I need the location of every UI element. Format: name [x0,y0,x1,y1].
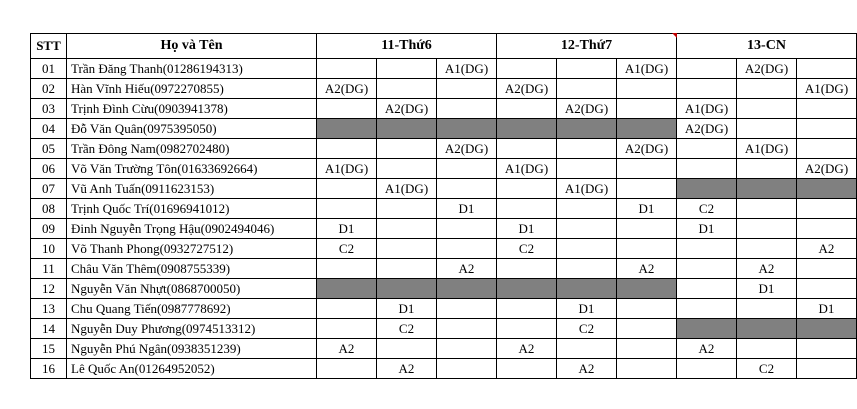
cell-stt[interactable]: 16 [31,359,67,379]
cell-shift[interactable] [797,199,857,219]
cell-shift[interactable]: A1(DG) [317,159,377,179]
cell-shift[interactable] [617,119,677,139]
cell-shift[interactable] [377,259,437,279]
cell-shift[interactable]: A1(DG) [377,179,437,199]
cell-shift[interactable] [437,279,497,299]
header-stt[interactable]: STT [31,34,67,59]
cell-shift[interactable]: A2(DG) [317,79,377,99]
table-row [31,159,857,179]
cell-shift[interactable] [557,119,617,139]
cell-stt[interactable]: 07 [31,179,67,199]
cell-shift[interactable] [317,359,377,379]
cell-shift[interactable]: A2 [677,339,737,359]
cell-shift[interactable] [497,199,557,219]
cell-shift[interactable] [737,119,797,139]
cell-stt[interactable]: 02 [31,79,67,99]
cell-shift[interactable] [677,159,737,179]
cell-shift[interactable] [437,339,497,359]
cell-shift[interactable] [497,179,557,199]
cell-shift[interactable] [437,299,497,319]
cell-shift[interactable] [377,199,437,219]
cell-shift[interactable]: D1 [377,299,437,319]
cell-name[interactable]: Lê Quốc An(01264952052) [67,359,317,379]
cell-shift[interactable]: A1(DG) [677,99,737,119]
cell-shift[interactable] [557,239,617,259]
cell-name[interactable]: Đỗ Văn Quân(0975395050) [67,119,317,139]
cell-shift[interactable] [557,199,617,219]
cell-shift[interactable] [737,79,797,99]
cell-shift[interactable] [737,199,797,219]
cell-shift[interactable]: A1(DG) [497,159,557,179]
table-row [31,239,857,259]
cell-shift[interactable] [617,239,677,259]
cell-stt[interactable]: 10 [31,239,67,259]
cell-shift[interactable] [797,259,857,279]
cell-shift[interactable] [497,259,557,279]
cell-shift[interactable] [557,79,617,99]
header-row [31,34,857,59]
cell-name[interactable]: Hàn Vĩnh Hiếu(0972270855) [67,79,317,99]
cell-shift[interactable] [377,339,437,359]
table-row [31,59,857,79]
table-row [31,259,857,279]
cell-shift[interactable] [437,319,497,339]
schedule-table [30,33,857,379]
cell-shift[interactable] [797,99,857,119]
cell-shift[interactable] [797,179,857,199]
cell-shift[interactable] [557,339,617,359]
table-row [31,279,857,299]
table-row [31,359,857,379]
cell-shift[interactable]: D1 [677,219,737,239]
cell-shift[interactable] [617,219,677,239]
cell-shift[interactable] [737,219,797,239]
cell-shift[interactable] [437,79,497,99]
cell-shift[interactable]: D1 [737,279,797,299]
cell-shift[interactable] [617,179,677,199]
cell-shift[interactable] [317,299,377,319]
cell-shift[interactable]: A1(DG) [797,79,857,99]
cell-name[interactable]: Nguyễn Duy Phương(0974513312) [67,319,317,339]
cell-shift[interactable] [437,119,497,139]
cell-shift[interactable]: D1 [497,219,557,239]
cell-shift[interactable] [317,259,377,279]
cell-shift[interactable] [317,119,377,139]
cell-shift[interactable] [617,159,677,179]
table-row [31,299,857,319]
cell-shift[interactable]: A1(DG) [617,59,677,79]
cell-name[interactable]: Trần Đăng Thanh(01286194313) [67,59,317,79]
cell-stt[interactable]: 04 [31,119,67,139]
cell-shift[interactable] [497,59,557,79]
cell-name[interactable]: Võ Thanh Phong(0932727512) [67,239,317,259]
cell-shift[interactable]: A2(DG) [557,99,617,119]
cell-shift[interactable]: A2 [737,259,797,279]
cell-shift[interactable] [737,159,797,179]
table-row [31,339,857,359]
cell-shift[interactable] [677,259,737,279]
cell-name[interactable]: Trần Đông Nam(0982702480) [67,139,317,159]
cell-shift[interactable] [737,339,797,359]
cell-shift[interactable] [317,139,377,159]
cell-name[interactable]: Vũ Anh Tuấn(0911623153) [67,179,317,199]
cell-shift[interactable] [677,359,737,379]
cell-shift[interactable] [497,139,557,159]
cell-shift[interactable] [377,79,437,99]
cell-name[interactable]: Châu Văn Thêm(0908755339) [67,259,317,279]
cell-shift[interactable] [557,59,617,79]
cell-shift[interactable] [737,319,797,339]
cell-shift[interactable] [737,99,797,119]
cell-shift[interactable] [797,279,857,299]
cell-shift[interactable] [557,259,617,279]
table-body [31,59,857,379]
cell-shift[interactable] [497,299,557,319]
cell-name[interactable]: Trịnh Đình Cừu(0903941378) [67,99,317,119]
cell-name[interactable]: Đinh Nguyễn Trọng Hậu(0902494046) [67,219,317,239]
header-day-3[interactable]: 13-CN [677,34,857,59]
cell-shift[interactable] [617,359,677,379]
cell-shift[interactable]: A1(DG) [437,59,497,79]
cell-shift[interactable]: D1 [437,199,497,219]
cell-shift[interactable]: C2 [737,359,797,379]
cell-shift[interactable]: A2 [437,259,497,279]
cell-shift[interactable] [617,319,677,339]
cell-shift[interactable]: A2(DG) [377,99,437,119]
cell-name[interactable]: Trịnh Quốc Trí(01696941012) [67,199,317,219]
cell-shift[interactable] [377,59,437,79]
cell-shift[interactable] [497,99,557,119]
cell-shift[interactable] [557,159,617,179]
cell-name[interactable]: Võ Văn Trường Tôn(01633692664) [67,159,317,179]
cell-shift[interactable] [677,319,737,339]
cell-stt[interactable]: 13 [31,299,67,319]
cell-shift[interactable] [437,219,497,239]
cell-stt[interactable]: 08 [31,199,67,219]
cell-shift[interactable]: A2 [617,259,677,279]
cell-shift[interactable] [377,159,437,179]
cell-stt[interactable]: 05 [31,139,67,159]
cell-shift[interactable] [437,99,497,119]
cell-stt[interactable]: 03 [31,99,67,119]
cell-shift[interactable]: A1(DG) [737,139,797,159]
table-row [31,199,857,219]
cell-shift[interactable] [737,239,797,259]
cell-name[interactable]: Chu Quang Tiến(0987778692) [67,299,317,319]
cell-shift[interactable]: D1 [797,299,857,319]
cell-shift[interactable]: D1 [617,199,677,219]
cell-shift[interactable]: A2(DG) [737,59,797,79]
table-row [31,99,857,119]
cell-shift[interactable]: C2 [497,239,557,259]
cell-shift[interactable] [557,139,617,159]
header-name[interactable]: Họ và Tên [67,34,317,59]
cell-shift[interactable]: A1(DG) [557,179,617,199]
cell-shift[interactable]: A2 [797,239,857,259]
cell-shift[interactable] [377,239,437,259]
cell-shift[interactable] [797,59,857,79]
cell-shift[interactable] [677,239,737,259]
cell-name[interactable]: Nguyễn Phú Ngân(0938351239) [67,339,317,359]
cell-stt[interactable]: 09 [31,219,67,239]
cell-shift[interactable] [317,59,377,79]
cell-shift[interactable] [557,219,617,239]
cell-shift[interactable] [437,179,497,199]
cell-stt[interactable]: 12 [31,279,67,299]
cell-stt[interactable]: 06 [31,159,67,179]
cell-shift[interactable] [317,199,377,219]
cell-shift[interactable]: A2(DG) [437,139,497,159]
cell-shift[interactable] [617,279,677,299]
cell-shift[interactable] [437,159,497,179]
cell-shift[interactable]: D1 [557,299,617,319]
cell-shift[interactable] [377,139,437,159]
cell-shift[interactable]: A2 [557,359,617,379]
cell-shift[interactable] [377,219,437,239]
cell-shift[interactable]: A2(DG) [617,139,677,159]
table-row [31,319,857,339]
cell-shift[interactable] [797,359,857,379]
cell-shift[interactable]: C2 [317,239,377,259]
cell-shift[interactable] [797,319,857,339]
cell-shift[interactable]: C2 [557,319,617,339]
table-row [31,219,857,239]
cell-shift[interactable] [677,179,737,199]
cell-stt[interactable]: 01 [31,59,67,79]
cell-stt[interactable]: 11 [31,259,67,279]
cell-shift[interactable] [557,279,617,299]
cell-shift[interactable] [497,279,557,299]
cell-shift[interactable] [497,119,557,139]
table-row [31,119,857,139]
cell-shift[interactable] [317,99,377,119]
cell-shift[interactable] [617,299,677,319]
cell-shift[interactable] [497,359,557,379]
cell-shift[interactable] [797,219,857,239]
header-day-2[interactable]: 12-Thứ7 [497,34,677,59]
cell-shift[interactable] [677,79,737,99]
cell-shift[interactable] [737,299,797,319]
cell-shift[interactable] [377,119,437,139]
table-row [31,79,857,99]
cell-shift[interactable] [617,339,677,359]
cell-shift[interactable] [377,279,437,299]
cell-shift[interactable]: A2(DG) [797,159,857,179]
cell-shift[interactable] [677,279,737,299]
cell-shift[interactable] [677,59,737,79]
cell-shift[interactable] [437,239,497,259]
cell-shift[interactable] [317,179,377,199]
cell-name[interactable]: Nguyễn Văn Nhựt(0868700050) [67,279,317,299]
cell-shift[interactable] [677,139,737,159]
cell-shift[interactable] [797,139,857,159]
cell-shift[interactable] [317,279,377,299]
cell-stt[interactable]: 14 [31,319,67,339]
cell-shift[interactable] [617,79,677,99]
cell-shift[interactable] [317,319,377,339]
cell-shift[interactable]: A2 [317,339,377,359]
cell-shift[interactable]: A2(DG) [497,79,557,99]
cell-shift[interactable] [497,319,557,339]
cell-shift[interactable] [797,339,857,359]
cell-shift[interactable] [677,299,737,319]
cell-shift[interactable] [617,99,677,119]
cell-shift[interactable]: A2 [497,339,557,359]
cell-shift[interactable]: C2 [377,319,437,339]
cell-shift[interactable] [437,359,497,379]
cell-shift[interactable]: A2 [377,359,437,379]
cell-stt[interactable]: 15 [31,339,67,359]
header-day-1[interactable]: 11-Thứ6 [317,34,497,59]
cell-shift[interactable]: A2(DG) [677,119,737,139]
cell-shift[interactable] [737,179,797,199]
comment-indicator [672,33,677,38]
cell-shift[interactable]: C2 [677,199,737,219]
cell-shift[interactable] [797,119,857,139]
table-row [31,139,857,159]
table-row [31,179,857,199]
cell-shift[interactable]: D1 [317,219,377,239]
